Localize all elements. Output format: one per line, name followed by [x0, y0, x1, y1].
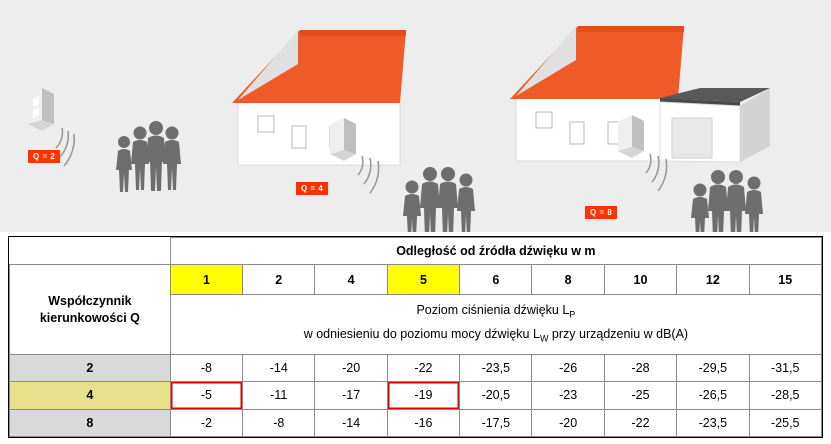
distance-col-15: 15 — [749, 265, 821, 295]
cell-q2-d15: -31,5 — [749, 354, 821, 381]
data-table-wrapper — [8, 236, 823, 438]
distance-header: Odległość od źródła dźwięku w m — [170, 238, 821, 265]
people-group-middle — [403, 167, 475, 232]
table-row — [10, 409, 822, 436]
cell-q8-d12: -23,5 — [677, 409, 749, 436]
description-line-1 — [171, 300, 821, 325]
attenuation-table — [9, 237, 822, 437]
cell-q2-d12: -29,5 — [677, 354, 749, 381]
cell-q2-d6: -23,5 — [460, 354, 532, 381]
left-header-line1: Współczynnik — [48, 293, 132, 308]
cell-q4-d15: -28,5 — [749, 382, 821, 409]
cell-q2-d8: -26 — [532, 354, 604, 381]
table-row-distance-title — [10, 238, 822, 265]
description-line-2-text-b: przy urządzeniu w dB(A) — [548, 327, 689, 342]
q-value-4: 4 — [10, 382, 171, 409]
left-header-line2: kierunkowości Q — [39, 310, 140, 325]
q-value-2: 2 — [10, 354, 171, 381]
lw-subscript: W — [539, 333, 549, 344]
left-header-cell — [10, 265, 171, 354]
description-line-2-text-a: w odniesieniu do poziomu mocy dźwięku L — [303, 327, 540, 342]
distance-col-10: 10 — [604, 265, 676, 295]
spacer-cell — [10, 238, 171, 265]
cell-q8-d10: -22 — [604, 409, 676, 436]
q-badge-middle: Q = 4 — [296, 182, 328, 195]
cell-q8-d15: -25,5 — [749, 409, 821, 436]
cell-q2-d5: -22 — [387, 354, 459, 381]
garage-right — [660, 88, 770, 162]
table-row — [10, 354, 822, 381]
cell-q8-d6: -17,5 — [460, 409, 532, 436]
cell-q4-d8: -23 — [532, 382, 604, 409]
cell-q4-d6: -20,5 — [460, 382, 532, 409]
description-line-1-text: Poziom ciśnienia dźwięku L — [416, 302, 570, 317]
lp-subscript: P — [569, 309, 576, 320]
cell-q8-d4: -14 — [315, 409, 387, 436]
distance-col-8: 8 — [532, 265, 604, 295]
cell-q8-d5: -16 — [387, 409, 459, 436]
table-row — [10, 382, 822, 409]
cell-q4-d2: -11 — [243, 382, 315, 409]
q-value-8: 8 — [10, 409, 171, 436]
q-badge-right: Q = 8 — [585, 206, 617, 219]
people-group-right — [691, 170, 763, 232]
cell-q4-d4: -17 — [315, 382, 387, 409]
device-box-left — [28, 88, 54, 131]
cell-q4-d10: -25 — [604, 382, 676, 409]
cell-q4-d5: -19 — [387, 382, 459, 409]
cell-q8-d2: -8 — [243, 409, 315, 436]
cell-q2-d10: -28 — [604, 354, 676, 381]
cell-q2-d1: -8 — [170, 354, 242, 381]
distance-col-6: 6 — [460, 265, 532, 295]
device-box-right — [618, 115, 644, 158]
cell-q2-d4: -20 — [315, 354, 387, 381]
distance-col-4: 4 — [315, 265, 387, 295]
distance-col-12: 12 — [677, 265, 749, 295]
description-line-2 — [171, 324, 821, 349]
device-box-middle — [330, 118, 356, 161]
distance-col-5: 5 — [387, 265, 459, 295]
cell-q8-d1: -2 — [170, 409, 242, 436]
cell-q2-d2: -14 — [243, 354, 315, 381]
house-right — [510, 26, 684, 161]
cell-q4-d12: -26,5 — [677, 382, 749, 409]
distance-col-1: 1 — [170, 265, 242, 295]
description-cell — [170, 295, 821, 355]
cell-q4-d1: -5 — [170, 382, 242, 409]
table-row-distances — [10, 265, 822, 295]
people-group-left — [116, 121, 181, 192]
cell-q8-d8: -20 — [532, 409, 604, 436]
distance-col-2: 2 — [243, 265, 315, 295]
house-middle — [232, 30, 406, 165]
q-badge-left: Q = 2 — [28, 150, 60, 163]
